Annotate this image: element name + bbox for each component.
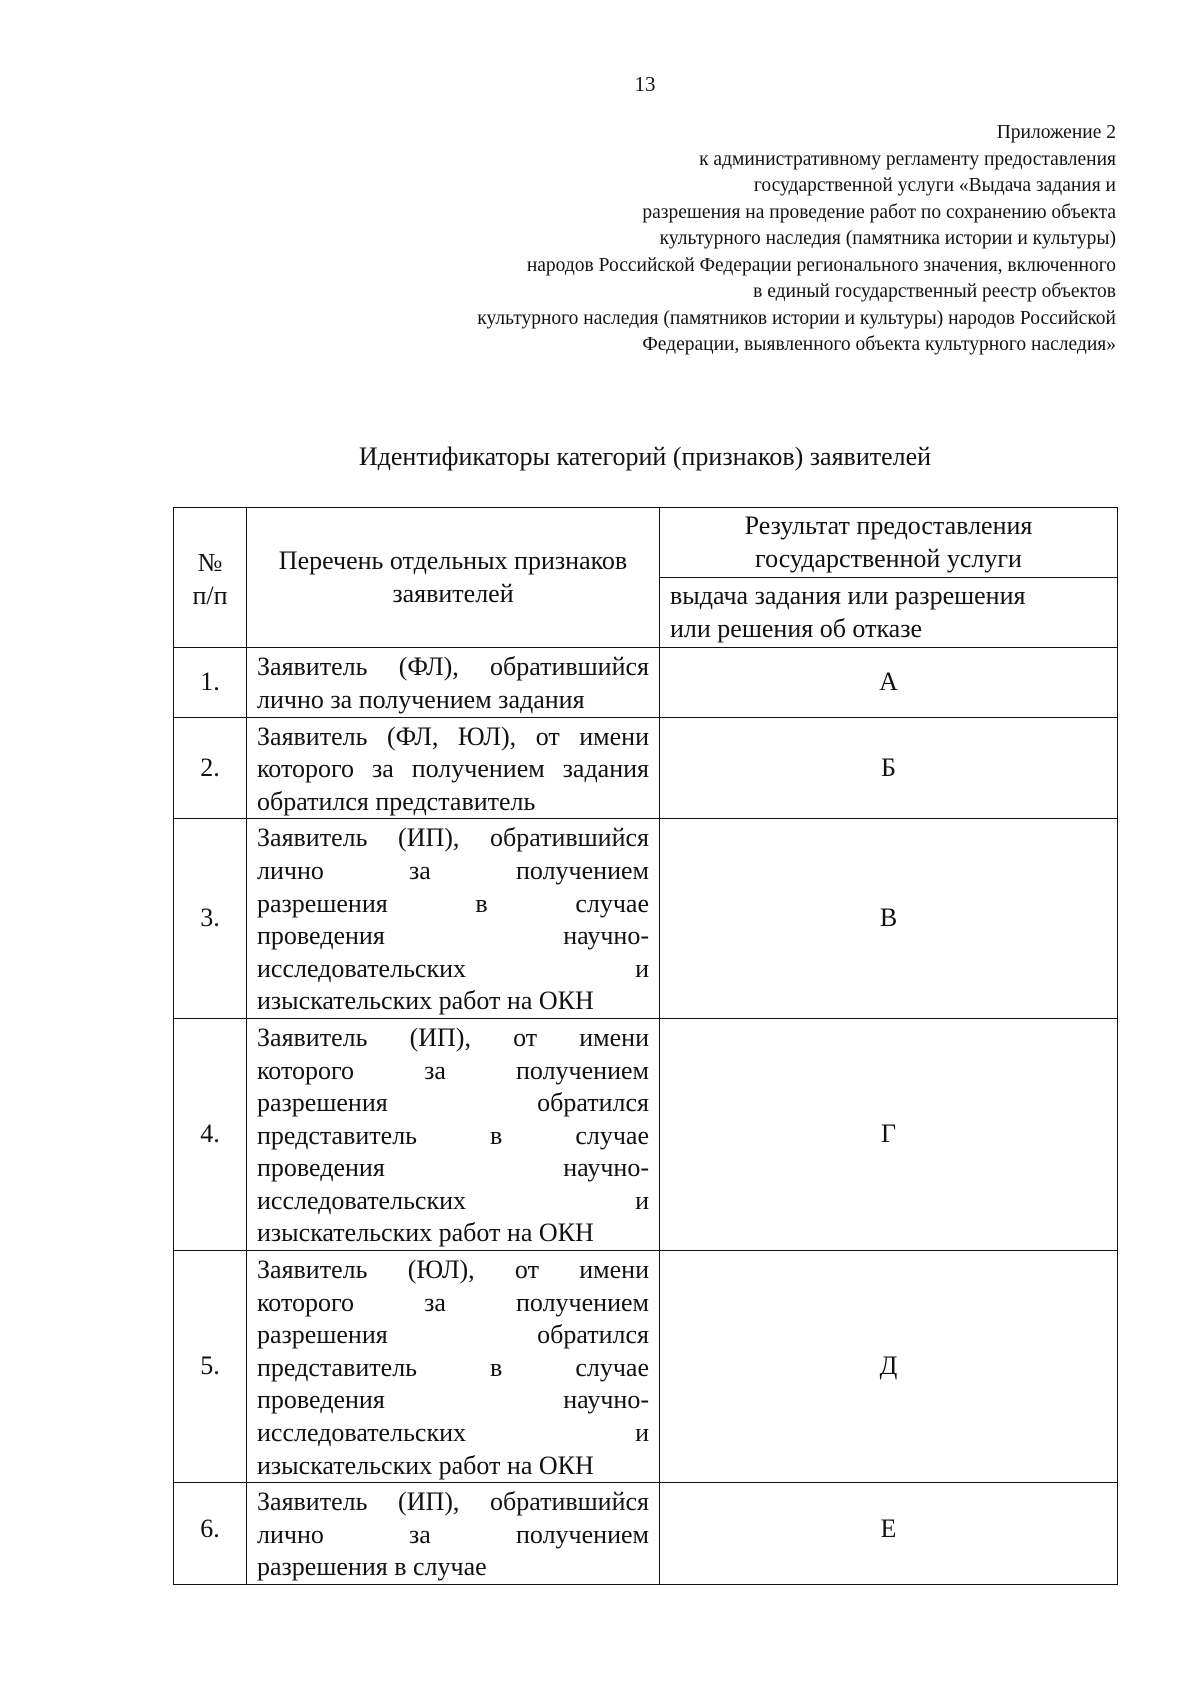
appendix-line: Федерации, выявленного объекта культурного наследия» bbox=[642, 334, 1116, 355]
applicant-sign: Заявитель (ФЛ, ЮЛ), от имени которого за получением задания обратился представитель bbox=[247, 717, 660, 819]
result-code: Г bbox=[660, 1018, 1118, 1250]
appendix-line: государственной услуги «Выдача задания и bbox=[753, 175, 1116, 196]
applicant-sign: Заявитель (ЮЛ), от имени которого за получением разрешения обратился представитель в случае проведения научно- исследовательских и изыскательских работ на ОКН bbox=[247, 1251, 660, 1483]
appendix-line: культурного наследия (памятников истории и культуры) народов Российской bbox=[477, 307, 1116, 329]
header-service-result: Результат предоставления государственной услуги bbox=[660, 508, 1118, 578]
table-header-row bbox=[174, 508, 1118, 578]
page-number: 13 bbox=[634, 72, 656, 96]
result-code: Б bbox=[660, 717, 1118, 819]
row-number: 4. bbox=[174, 1018, 247, 1250]
table-row bbox=[174, 648, 1118, 717]
appendix-line: к административному регламенту предоставления bbox=[699, 148, 1116, 170]
result-code: В bbox=[660, 819, 1118, 1019]
row-number: 1. bbox=[174, 648, 247, 717]
row-number: 6. bbox=[174, 1483, 247, 1585]
appendix-line: разрешения на проведение работ по сохранению объекта bbox=[642, 201, 1116, 223]
document-title: Идентификаторы категорий (признаков) заявителей bbox=[358, 442, 932, 471]
result-code: Е bbox=[660, 1483, 1118, 1585]
appendix-line: в единый государственный реестр объектов bbox=[753, 281, 1116, 302]
appendix-line: Приложение 2 bbox=[996, 122, 1116, 143]
appendix-line: культурного наследия (памятника истории и культуры) bbox=[659, 228, 1116, 249]
table-row bbox=[174, 1251, 1118, 1483]
header-signs-list: Перечень отдельных признаков заявителей bbox=[247, 508, 660, 648]
table-row bbox=[174, 819, 1118, 1019]
appendix-header bbox=[216, 120, 1116, 359]
row-number: 5. bbox=[174, 1251, 247, 1483]
header-number: № п/п bbox=[174, 508, 247, 648]
table-row bbox=[174, 717, 1118, 819]
row-number: 3. bbox=[174, 819, 247, 1019]
applicant-sign: Заявитель (ФЛ), обратившийся лично за получением задания bbox=[247, 648, 660, 717]
applicant-sign: Заявитель (ИП), от имени которого за получением разрешения обратился представитель в случае проведения научно- исследовательских и изыскательских работ на ОКН bbox=[247, 1018, 660, 1250]
table-row bbox=[174, 1483, 1118, 1585]
header-issue-decision: выдача задания или разрешения или решения об отказе bbox=[660, 578, 1118, 648]
appendix-line: народов Российской Федерации регионального значения, включенного bbox=[526, 254, 1116, 276]
applicant-sign: Заявитель (ИП), обратившийся лично за получением разрешения в случае bbox=[247, 1483, 660, 1585]
applicant-sign: Заявитель (ИП), обратившийся лично за получением разрешения в случае проведения научно- исследовательских и изыскательских работ на ОКН bbox=[247, 819, 660, 1019]
result-code: А bbox=[660, 648, 1118, 717]
table-row bbox=[174, 1018, 1118, 1250]
result-code: Д bbox=[660, 1251, 1118, 1483]
applicant-categories-table bbox=[173, 507, 1118, 1585]
row-number: 2. bbox=[174, 717, 247, 819]
